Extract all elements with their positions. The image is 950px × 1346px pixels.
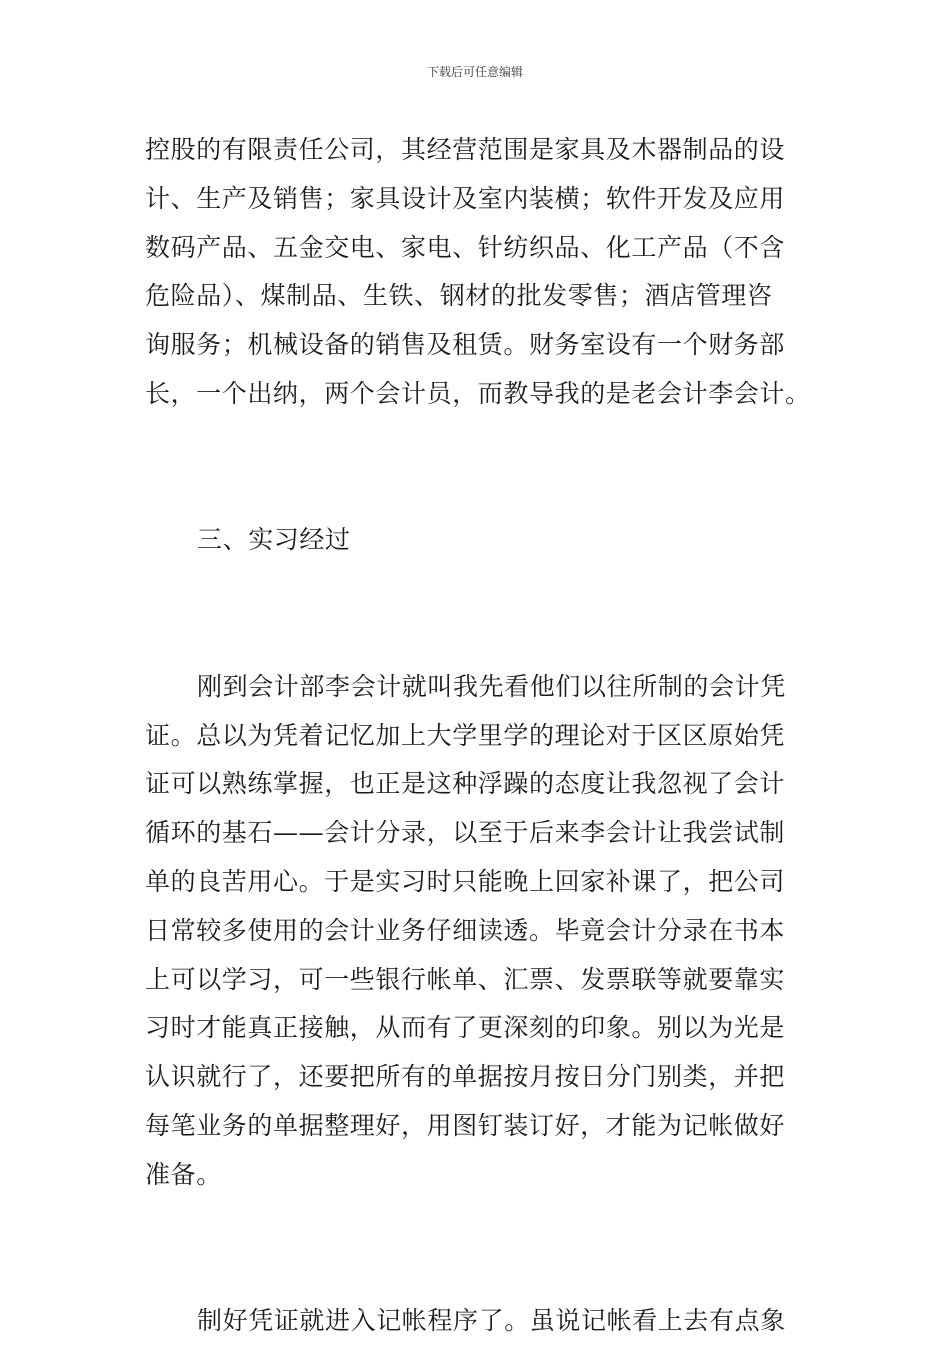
paragraph-bookkeeping — [145, 1297, 807, 1346]
text-line: 循环的基石——会计分录，以至于后来李会计让我尝试制 — [145, 818, 786, 848]
section-heading — [145, 516, 807, 565]
text-line: 证可以熟练掌握，也正是这种浮躁的态度让我忽视了会计 — [145, 769, 786, 799]
text-line: 询服务；机械设备的销售及租赁。财务室设有一个财务部 — [145, 330, 786, 360]
text-line: 上可以学习，可一些银行帐单、汇票、发票联等就要靠实 — [145, 964, 786, 994]
text-line: 计、生产及销售；家具设计及室内装横；软件开发及应用 — [145, 183, 786, 213]
text-line: 危险品）、煤制品、生铁、钢材的批发零售；酒店管理咨 — [145, 281, 773, 311]
text-line: 习时才能真正接触，从而有了更深刻的印象。别以为光是 — [145, 1013, 786, 1043]
text-line: 数码产品、五金交电、家电、针纺织品、化工产品（不含 — [145, 232, 786, 262]
text-line: 每笔业务的单据整理好，用图钉装订好，才能为记帐做好 — [145, 1110, 786, 1140]
paragraph-spacer — [145, 1200, 807, 1298]
text-line: 认识就行了，还要把所有的单据按月按日分门别类，并把 — [145, 1062, 786, 1092]
paragraph-company-scope — [145, 126, 811, 419]
paragraph-spacer — [145, 419, 807, 517]
paragraph-internship-process — [145, 663, 807, 1200]
text-line: 刚到会计部李会计就叫我先看他们以往所制的会计凭 — [197, 671, 786, 701]
section-title: 三、实习经过 — [197, 525, 351, 555]
paragraph-spacer — [145, 565, 807, 663]
text-line: 准备。 — [145, 1159, 222, 1189]
text-line: 单的良苦用心。于是实习时只能晚上回家补课了，把公司 — [145, 866, 786, 896]
text-line: 制好凭证就进入记帐程序了。虽说记帐看上去有点象 — [197, 1306, 786, 1336]
text-line: 控股的有限责任公司，其经营范围是家具及木器制品的设 — [145, 135, 786, 164]
text-line: 长，一个出纳，两个会计员，而教导我的是老会计李会计。 — [145, 378, 811, 408]
page-header: 下载后可任意编辑 — [426, 65, 523, 79]
document-body — [145, 126, 811, 1346]
text-line: 日常较多使用的会计业务仔细读透。毕竟会计分录在书本 — [145, 915, 786, 945]
text-line: 证。总以为凭着记忆加上大学里学的理论对于区区原始凭 — [145, 720, 786, 750]
